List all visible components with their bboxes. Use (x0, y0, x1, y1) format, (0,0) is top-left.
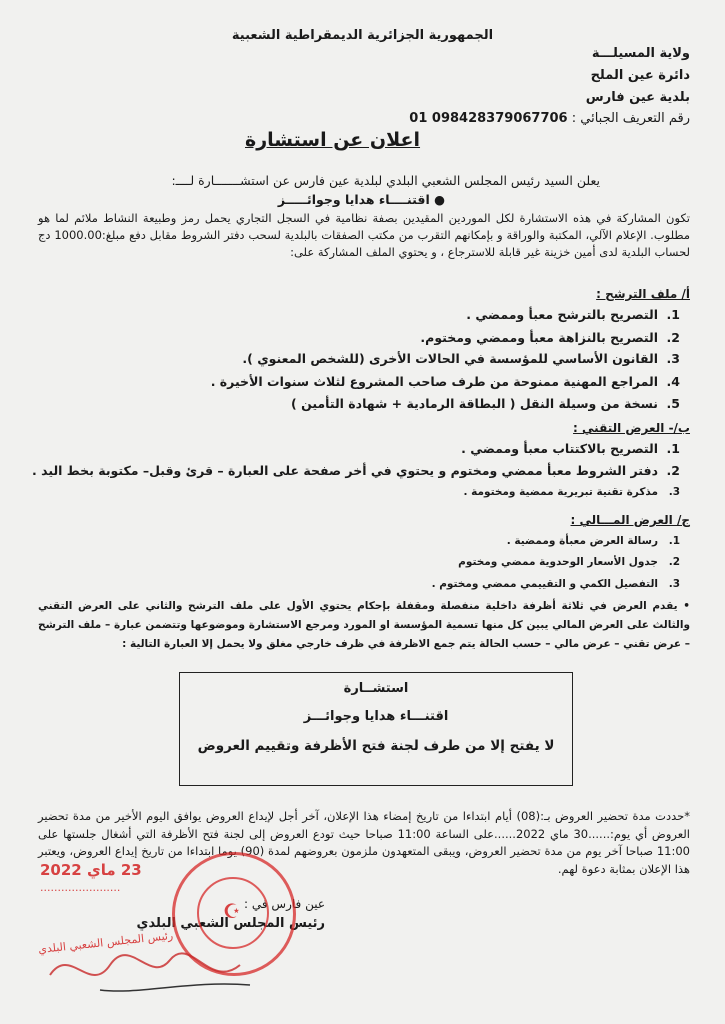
list-item: 5.نسخة من وسيلة النقل ( البطاقة الرمادية + شهادة التأمين ) (291, 396, 680, 411)
intro: يعلن السيد رئيس المجلس الشعبي البلدي لبلدية عين فارس عن استشـــــــارة لــــ: (171, 173, 600, 188)
tax-id: 01 098428379067706 (409, 111, 568, 126)
envelope-label-box (179, 672, 573, 786)
section-title-financial: ج/ العرض المـــالي : (570, 513, 690, 527)
subject-text: اقتنــــاء هدايا وجوائـــــز (277, 192, 430, 207)
box-line-3: لا يفتح إلا من طرف لجنة فتح الأظرفة وتقييم العروض (197, 738, 555, 754)
place-date: عين فارس في : (244, 897, 325, 911)
list-item: 2.دفتر الشروط معبأ ممضي ومختوم و يحتوي في أخر صفحة على العبارة – قرئ وقبل– مكتوبة بخط اليد . (32, 463, 680, 478)
seal-text: رئيس المجلس الشعبي البلدي (37, 928, 174, 957)
list-item: 3.مذكرة تقنية تبريرية ممضية ومختومة . (463, 486, 680, 498)
section-title-technical: ب/- العرض التقني : (573, 421, 690, 435)
subject: ● اقتنــــاء هدايا وجوائـــــز (277, 192, 445, 207)
date-stamp: 23 ماي 2022 (40, 861, 142, 879)
page-title: اعلان عن استشارة (245, 129, 421, 151)
list-item: 4.المراجع المهنية ممنوحة من طرف صاحب المشروع لثلاث سنوات الأخيرة . (210, 374, 680, 389)
deadline-paragraph: *حددت مدة تحضير العروض بـ:(08) أيام ابتداءا من تاريخ إمضاء هذا الإعلان، آخر أجل لإيداع العروض يوافق اليوم الأخير من مدة تحضير العروض أي يوم:......30 ماي 2022......على الساعة 11:00 صباحا حيث تودع العروض إلى لجنة فتح الأظرفة التي أشغال جلستها على 11:00 صباحا آخر يوم من مدة تحضير العروض، ويبقى المتعهدون ملزمون بعروضهم لمدة (90) يوما ابتداءا من تاريخ إيداع العروض، ويعتبر هذا الإعلان بمثابة دعوة لهم. (38, 809, 691, 876)
envelope-note: • يقدم العرض في ثلاثة أظرفة داخلية منفصلة ومقفلة بإحكام يحتوي الأول على ملف الترشح والثاني على العرض التقني والثالث على العرض المالي يبين كل منها تسمية المؤسسة او المورد ومرجع الاستشارة وموضوعها وتتضمن عبارة – ملف الترشح – عرض تقني – عرض مالي – حسب الحالة يتم جمع الاظرفة في ظرف خارجي مغلق ولا يحمل إلا العبارة التالية : (38, 600, 690, 650)
box-line-2: اقتنـــاء هدايا وجوائـــز (303, 709, 449, 724)
baladiya: بلدية عين فارس (585, 90, 690, 105)
section-title-candidacy: أ/ ملف الترشح : (596, 287, 690, 301)
list-item: 2.جدول الأسعار الوحدوية ممضي ومختوم (458, 556, 680, 568)
star-crescent-icon: ☪ (223, 899, 241, 923)
tax-id-row (409, 111, 690, 127)
list-item: 2.التصريح بالنزاهة معبأ وممضي ومختوم. (420, 330, 680, 345)
list-item: 1.التصريح بالاكتتاب معبأ وممضي . (461, 441, 680, 456)
box-line-1: استشــارة (343, 681, 409, 696)
participation-paragraph: تكون المشاركة في هذه الاستشارة لكل الموردين المقيدين بصفة نظامية في السجل التجاري يحمل رمز وطبيعة النشاط ملائم لما هو مطلوب. الإعلام الآلي، المكتبة والوراقة و بإمكانهم التقرب من مكتب الصفقات بالبلدية لسحب دفتر الشروط مقابل دفع مبلغ:1000.00 دج لحساب البلدية لدى أمين خزينة غير قابلة للاسترجاع ، و يحتوي الملف المشاركة على: (38, 211, 691, 259)
wilaya: ولاية المسيلـــة (591, 46, 690, 61)
signer-title: رئيس المجلس الشعبي البلدي (136, 916, 325, 931)
signature-dots: ....................... (40, 881, 121, 894)
list-item: 1.التصريح بالترشح معبأ وممضي . (466, 307, 680, 322)
list-item: 1.رسالة العرض معبأة وممضية . (506, 535, 680, 547)
tax-id-label: رقم التعريف الجبائي : (571, 111, 690, 126)
republic-header: الجمهورية الجزائرية الديمقراطية الشعبية (231, 28, 494, 43)
list-item: 3.التفصيل الكمي و التقييمي ممضي ومختوم . (431, 578, 680, 590)
daira: دائرة عين الملح (590, 68, 690, 83)
list-item: 3.القانون الأساسي للمؤسسة في الحالات الأخرى (للشخص المعنوي ). (242, 351, 680, 366)
handwritten-signature (40, 935, 260, 1005)
